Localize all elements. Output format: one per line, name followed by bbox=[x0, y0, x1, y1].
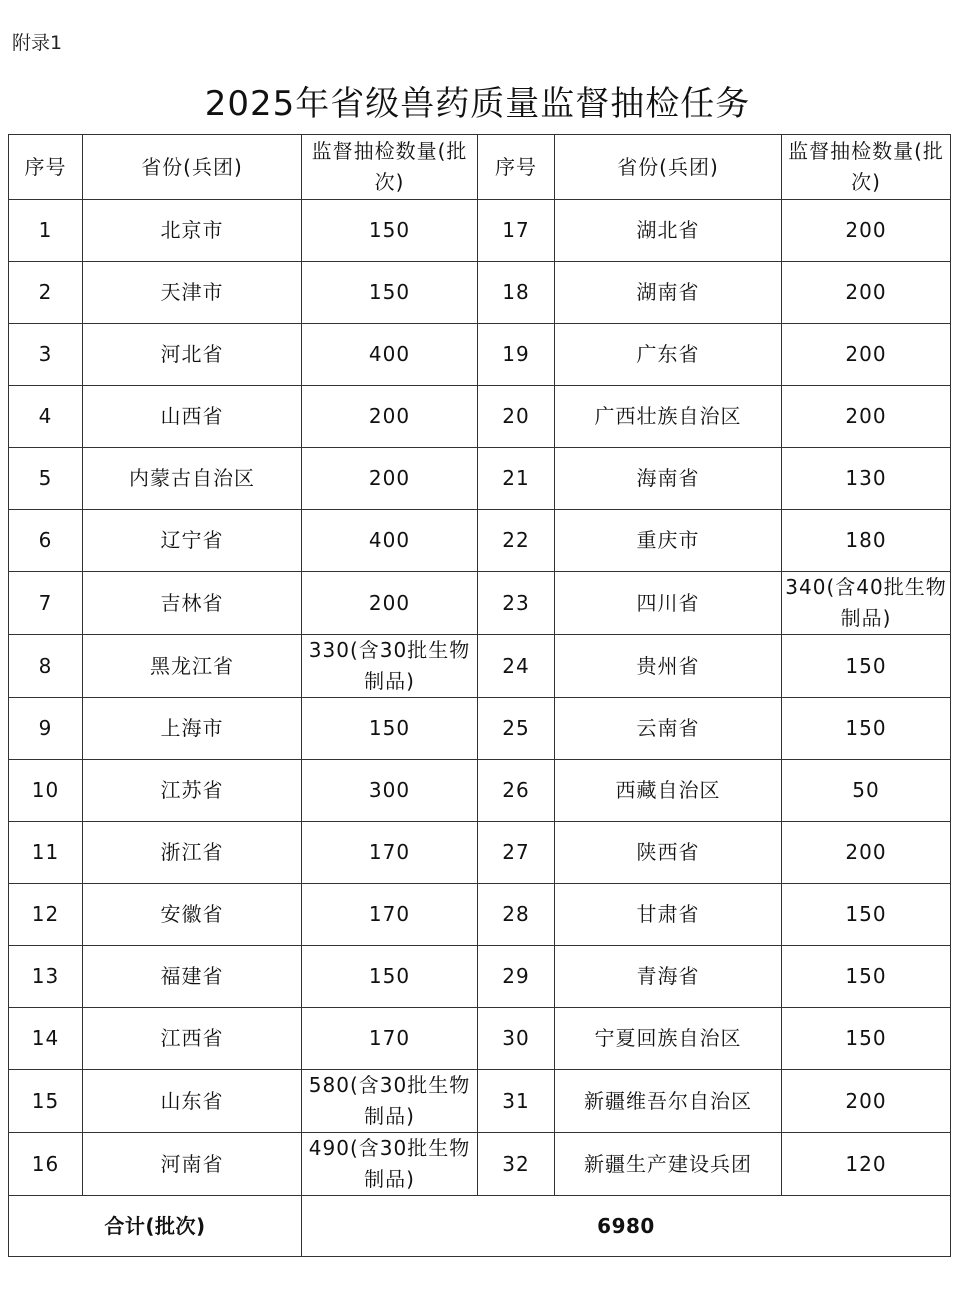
cell-quantity-right: 150 bbox=[782, 884, 951, 946]
table-row bbox=[9, 635, 951, 698]
cell-quantity-left: 330(含30批生物制品) bbox=[302, 635, 478, 698]
header-province-right: 省份(兵团) bbox=[555, 135, 782, 200]
cell-province-right: 青海省 bbox=[555, 946, 782, 1008]
cell-province-left: 山西省 bbox=[83, 386, 302, 448]
cell-province-left: 河北省 bbox=[83, 324, 302, 386]
cell-quantity-left: 150 bbox=[302, 200, 478, 262]
cell-seq-right: 31 bbox=[478, 1070, 555, 1133]
cell-province-left: 吉林省 bbox=[83, 572, 302, 635]
cell-quantity-left: 150 bbox=[302, 262, 478, 324]
cell-quantity-left: 150 bbox=[302, 698, 478, 760]
table-row bbox=[9, 1133, 951, 1196]
page-title: 2025年省级兽药质量监督抽检任务 bbox=[204, 84, 751, 124]
cell-seq-left: 2 bbox=[9, 262, 83, 324]
cell-quantity-left: 170 bbox=[302, 822, 478, 884]
table-row bbox=[9, 946, 951, 1008]
cell-seq-right: 28 bbox=[478, 884, 555, 946]
table-row bbox=[9, 324, 951, 386]
table-row bbox=[9, 698, 951, 760]
header-quantity-right: 监督抽检数量(批次) bbox=[782, 135, 951, 200]
cell-seq-right: 27 bbox=[478, 822, 555, 884]
cell-seq-right: 21 bbox=[478, 448, 555, 510]
cell-seq-left: 9 bbox=[9, 698, 83, 760]
cell-province-right: 新疆维吾尔自治区 bbox=[555, 1070, 782, 1133]
table-row bbox=[9, 510, 951, 572]
cell-province-right: 新疆生产建设兵团 bbox=[555, 1133, 782, 1196]
cell-seq-left: 8 bbox=[9, 635, 83, 698]
cell-province-left: 北京市 bbox=[83, 200, 302, 262]
cell-province-right: 宁夏回族自治区 bbox=[555, 1008, 782, 1070]
cell-province-right: 西藏自治区 bbox=[555, 760, 782, 822]
cell-province-left: 上海市 bbox=[83, 698, 302, 760]
cell-quantity-right: 180 bbox=[782, 510, 951, 572]
cell-province-right: 湖南省 bbox=[555, 262, 782, 324]
cell-province-left: 黑龙江省 bbox=[83, 635, 302, 698]
table-header-row bbox=[9, 135, 951, 200]
cell-province-right: 广东省 bbox=[555, 324, 782, 386]
header-quantity-left: 监督抽检数量(批次) bbox=[302, 135, 478, 200]
cell-province-right: 云南省 bbox=[555, 698, 782, 760]
cell-quantity-left: 170 bbox=[302, 884, 478, 946]
total-row bbox=[9, 1196, 951, 1257]
cell-province-left: 江西省 bbox=[83, 1008, 302, 1070]
cell-province-left: 辽宁省 bbox=[83, 510, 302, 572]
table-row bbox=[9, 822, 951, 884]
table-row bbox=[9, 760, 951, 822]
cell-quantity-right: 200 bbox=[782, 200, 951, 262]
table-row bbox=[9, 448, 951, 510]
cell-province-left: 江苏省 bbox=[83, 760, 302, 822]
cell-province-right: 甘肃省 bbox=[555, 884, 782, 946]
cell-province-left: 安徽省 bbox=[83, 884, 302, 946]
table-row bbox=[9, 884, 951, 946]
cell-seq-right: 25 bbox=[478, 698, 555, 760]
cell-province-left: 福建省 bbox=[83, 946, 302, 1008]
cell-seq-right: 19 bbox=[478, 324, 555, 386]
cell-seq-left: 7 bbox=[9, 572, 83, 635]
cell-quantity-left: 400 bbox=[302, 510, 478, 572]
table-row bbox=[9, 572, 951, 635]
cell-province-left: 内蒙古自治区 bbox=[83, 448, 302, 510]
cell-seq-right: 20 bbox=[478, 386, 555, 448]
quota-table bbox=[8, 134, 951, 1257]
header-seq-left: 序号 bbox=[9, 135, 83, 200]
cell-seq-left: 6 bbox=[9, 510, 83, 572]
header-seq-right: 序号 bbox=[478, 135, 555, 200]
cell-quantity-right: 200 bbox=[782, 324, 951, 386]
cell-seq-right: 26 bbox=[478, 760, 555, 822]
cell-seq-right: 29 bbox=[478, 946, 555, 1008]
cell-quantity-left: 200 bbox=[302, 572, 478, 635]
cell-quantity-left: 200 bbox=[302, 448, 478, 510]
cell-quantity-right: 150 bbox=[782, 1008, 951, 1070]
cell-quantity-right: 50 bbox=[782, 760, 951, 822]
total-label: 合计(批次) bbox=[9, 1196, 302, 1257]
cell-seq-left: 14 bbox=[9, 1008, 83, 1070]
cell-quantity-left: 300 bbox=[302, 760, 478, 822]
table-row bbox=[9, 386, 951, 448]
table-body bbox=[9, 135, 951, 1257]
cell-quantity-left: 150 bbox=[302, 946, 478, 1008]
cell-seq-left: 5 bbox=[9, 448, 83, 510]
cell-quantity-right: 340(含40批生物制品) bbox=[782, 572, 951, 635]
cell-quantity-left: 400 bbox=[302, 324, 478, 386]
cell-seq-left: 16 bbox=[9, 1133, 83, 1196]
cell-seq-left: 3 bbox=[9, 324, 83, 386]
cell-province-left: 河南省 bbox=[83, 1133, 302, 1196]
cell-province-right: 贵州省 bbox=[555, 635, 782, 698]
cell-seq-left: 1 bbox=[9, 200, 83, 262]
cell-seq-right: 22 bbox=[478, 510, 555, 572]
cell-quantity-left: 490(含30批生物制品) bbox=[302, 1133, 478, 1196]
cell-seq-left: 10 bbox=[9, 760, 83, 822]
cell-seq-right: 17 bbox=[478, 200, 555, 262]
cell-seq-right: 24 bbox=[478, 635, 555, 698]
cell-quantity-right: 200 bbox=[782, 1070, 951, 1133]
cell-quantity-left: 170 bbox=[302, 1008, 478, 1070]
total-value: 6980 bbox=[302, 1196, 951, 1257]
cell-seq-left: 12 bbox=[9, 884, 83, 946]
cell-quantity-right: 150 bbox=[782, 946, 951, 1008]
cell-seq-left: 15 bbox=[9, 1070, 83, 1133]
table-row bbox=[9, 1008, 951, 1070]
cell-province-right: 重庆市 bbox=[555, 510, 782, 572]
table-row bbox=[9, 1070, 951, 1133]
cell-province-right: 四川省 bbox=[555, 572, 782, 635]
cell-quantity-right: 150 bbox=[782, 635, 951, 698]
cell-province-left: 浙江省 bbox=[83, 822, 302, 884]
cell-quantity-right: 200 bbox=[782, 822, 951, 884]
cell-quantity-left: 200 bbox=[302, 386, 478, 448]
cell-quantity-right: 130 bbox=[782, 448, 951, 510]
header-province-left: 省份(兵团) bbox=[83, 135, 302, 200]
cell-seq-left: 11 bbox=[9, 822, 83, 884]
cell-quantity-right: 200 bbox=[782, 262, 951, 324]
cell-quantity-right: 200 bbox=[782, 386, 951, 448]
cell-province-right: 湖北省 bbox=[555, 200, 782, 262]
appendix-label: 附录1 bbox=[12, 32, 63, 54]
cell-province-left: 天津市 bbox=[83, 262, 302, 324]
table-row bbox=[9, 262, 951, 324]
cell-seq-left: 13 bbox=[9, 946, 83, 1008]
cell-seq-right: 23 bbox=[478, 572, 555, 635]
cell-seq-right: 18 bbox=[478, 262, 555, 324]
cell-seq-right: 32 bbox=[478, 1133, 555, 1196]
cell-quantity-right: 150 bbox=[782, 698, 951, 760]
cell-province-right: 广西壮族自治区 bbox=[555, 386, 782, 448]
cell-quantity-left: 580(含30批生物制品) bbox=[302, 1070, 478, 1133]
table-row bbox=[9, 200, 951, 262]
cell-quantity-right: 120 bbox=[782, 1133, 951, 1196]
cell-province-right: 海南省 bbox=[555, 448, 782, 510]
cell-seq-right: 30 bbox=[478, 1008, 555, 1070]
cell-seq-left: 4 bbox=[9, 386, 83, 448]
cell-province-left: 山东省 bbox=[83, 1070, 302, 1133]
cell-province-right: 陕西省 bbox=[555, 822, 782, 884]
